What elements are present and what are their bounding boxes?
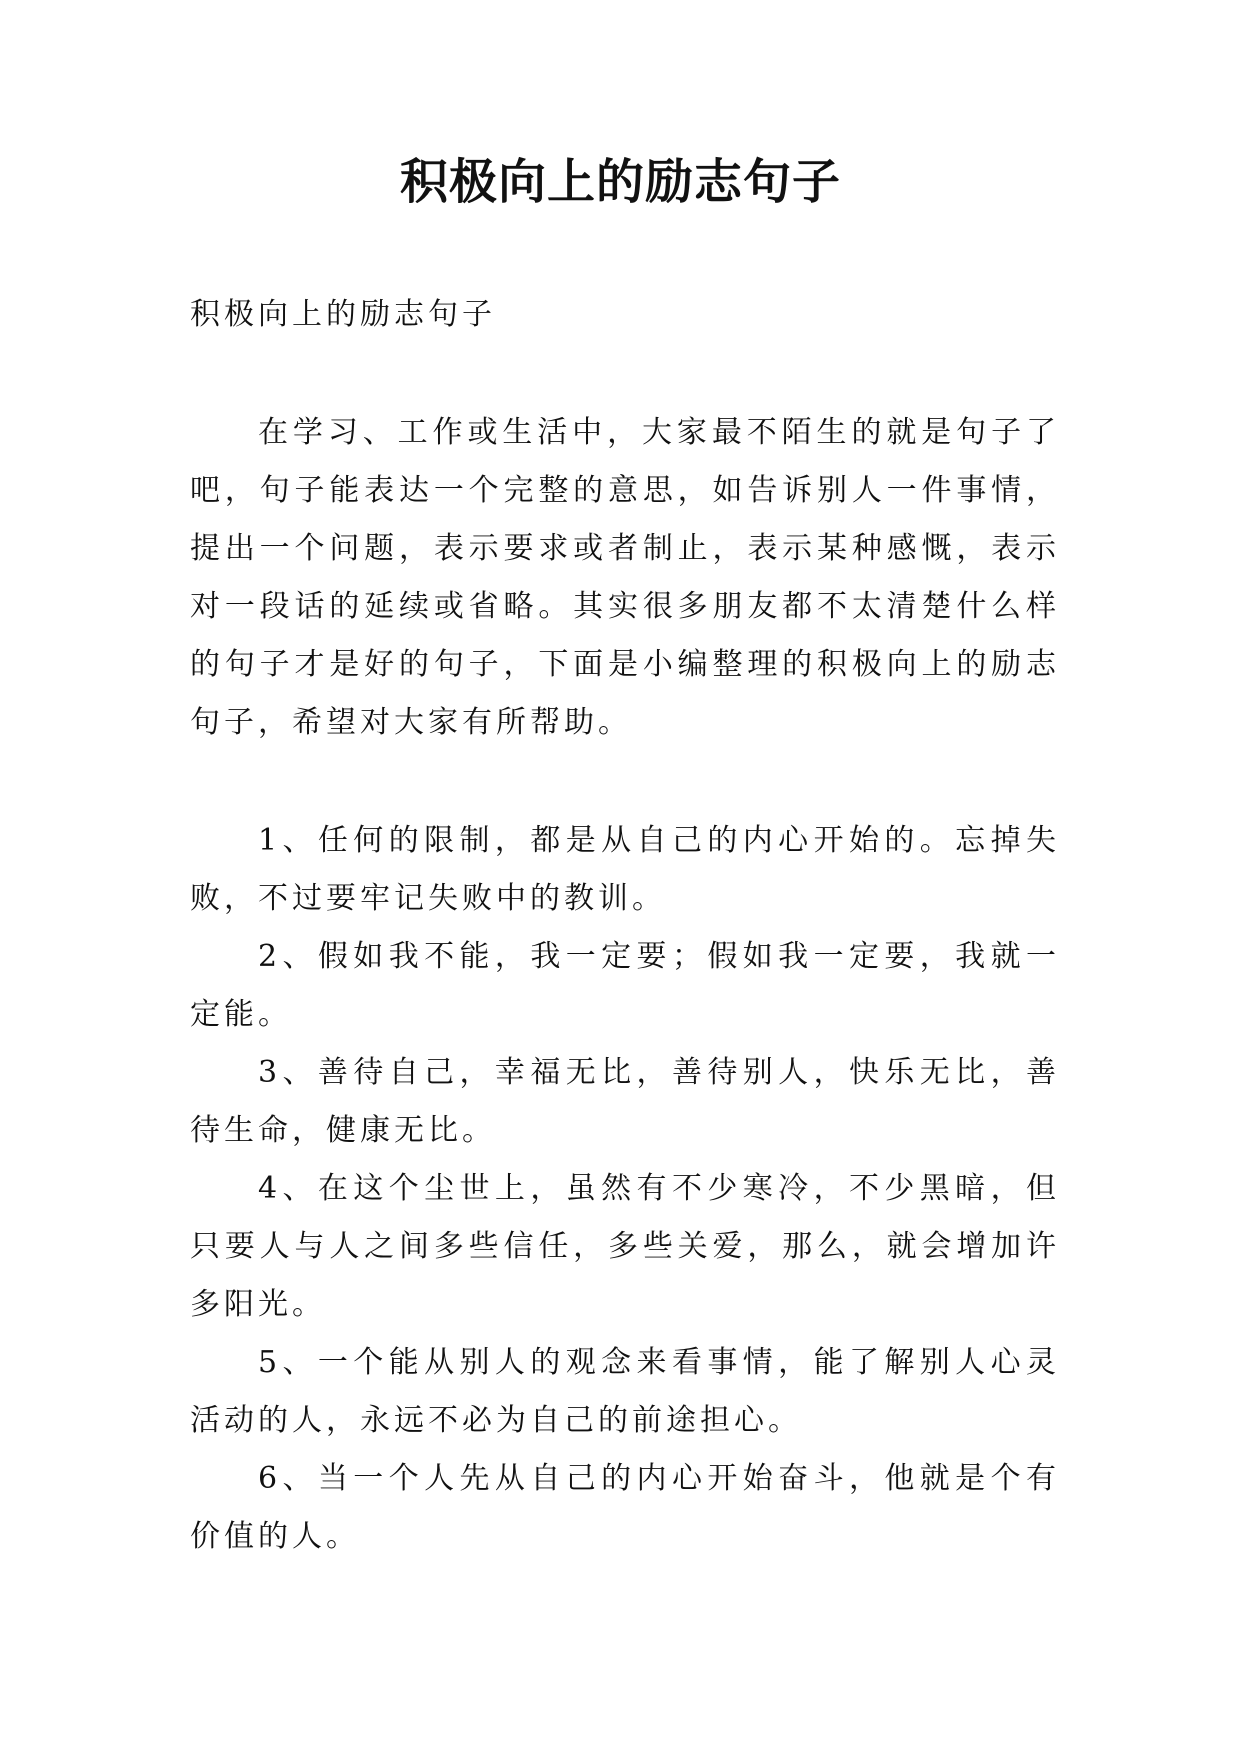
document-subtitle: 积极向上的励志句子 — [190, 297, 496, 332]
quote-item-4: 4、在这个尘世上，虽然有不少寒冷，不少黑暗，但只要人与人之间多些信任，多些关爱，那么，就会增加许多阳光。 — [190, 1171, 1060, 1322]
quote-item-1: 1、任何的限制，都是从自己的内心开始的。忘掉失败，不过要牢记失败中的教训。 — [190, 823, 1060, 916]
quote-list — [190, 812, 1060, 1566]
document-body — [190, 286, 1060, 1566]
quote-item-2: 2、假如我不能，我一定要；假如我一定要，我就一定能。 — [190, 939, 1060, 1032]
quote-item-5: 5、一个能从别人的观念来看事情，能了解别人心灵活动的人，永远不必为自己的前途担心。 — [190, 1345, 1060, 1438]
quote-item-3: 3、善待自己，幸福无比，善待别人，快乐无比，善待生命，健康无比。 — [190, 1055, 1060, 1148]
intro-paragraph: 在学习、工作或生活中，大家最不陌生的就是句子了吧，句子能表达一个完整的意思，如告诉别人一件事情，提出一个问题，表示要求或者制止，表示某种感慨，表示对一段话的延续或省略。其实很多朋友都不太清楚什么样的句子才是好的句子，下面是小编整理的积极向上的励志句子，希望对大家有所帮助。 — [190, 415, 1060, 740]
quote-item-6: 6、当一个人先从自己的内心开始奋斗，他就是个有价值的人。 — [190, 1461, 1060, 1554]
document-title: 积极向上的励志句子 — [399, 154, 841, 210]
